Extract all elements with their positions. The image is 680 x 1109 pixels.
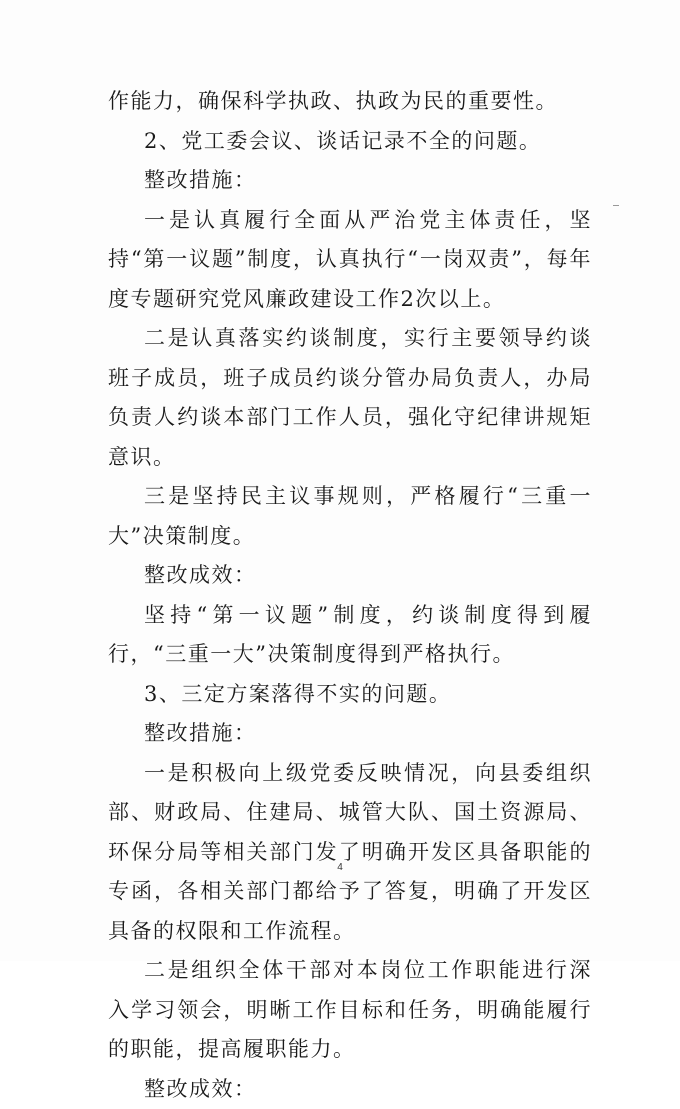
document-body: [108, 82, 592, 1109]
paragraph-measure-5: 二是组织全体干部对本岗位工作职能进行深入学习领会，明晰工作目标和任务，明确能履行的职能，提高履职能力。: [108, 951, 592, 1070]
scan-mark: [613, 205, 619, 206]
paragraph-results: 坚持“第一议题”制度，约谈制度得到履行，“三重一大”决策制度得到严格执行。: [108, 596, 592, 675]
section-heading-2: 2、党工委会议、谈话记录不全的问题。: [108, 122, 592, 162]
paragraph-measure-2: 二是认真落实约谈制度，实行主要领导约谈班子成员，班子成员约谈分管办局负责人，办局负责人约谈本部门工作人员，强化守纪律讲规矩意识。: [108, 319, 592, 477]
paragraph-measure-4: 一是积极向上级党委反映情况，向县委组织部、财政局、住建局、城管大队、国土资源局、环保分局等相关部门发了明确开发区具备职能的专函，各相关部门都给予了答复，明确了开发区具备的权限和工作流程。: [108, 754, 592, 952]
paragraph-measure-1: 一是认真履行全面从严治党主体责任，坚持“第一议题”制度，认真执行“一岗双责”，每年度专题研究党风廉政建设工作2次以上。: [108, 201, 592, 320]
subheading-results: 整改成效：: [108, 556, 592, 596]
section-heading-3: 3、三定方案落得不实的问题。: [108, 675, 592, 715]
subheading-measures: 整改措施：: [108, 161, 592, 201]
page-number: 4: [0, 862, 680, 873]
paragraph-continuation: 作能力，确保科学执政、执政为民的重要性。: [108, 82, 592, 122]
subheading-results-2: 整改成效：: [108, 1070, 592, 1109]
subheading-measures-2: 整改措施：: [108, 714, 592, 754]
paragraph-measure-3: 三是坚持民主议事规则，严格履行“三重一大”决策制度。: [108, 477, 592, 556]
